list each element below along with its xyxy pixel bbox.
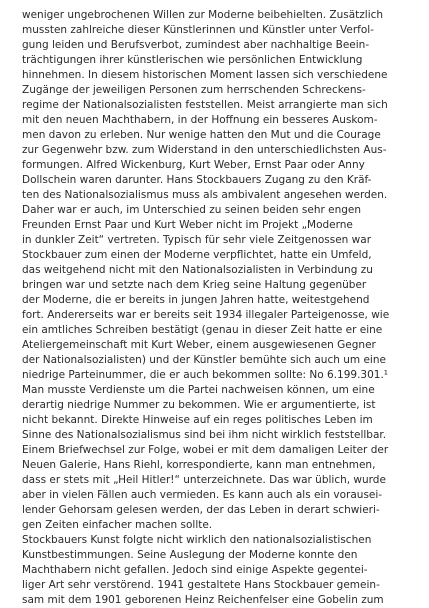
text-line: trächtigungen ihrer künstlerischen wie persönlichen Entwicklung (22, 54, 363, 66)
text-line: das weitgehend nicht mit den Nationalsozialisten in Verbindung zu (22, 264, 373, 276)
text-line: lender Gehorsam gelesen werden, der das Leben in derart schwieri- (22, 504, 380, 516)
paragraph-1 (22, 8, 410, 533)
document-page (22, 8, 410, 608)
text-line: dass er stets mit „Heil Hitler!“ unterzeichnete. Das war üblich, wurde (22, 474, 386, 486)
text-line: Freunden Ernst Paar und Kurt Weber nicht im Projekt „Moderne (22, 219, 353, 231)
text-line: derartig niedrige Nummer zu bekommen. Wie er argumentierte, ist (22, 399, 376, 411)
text-line: gen Zeiten einfacher machen sollte. (22, 519, 213, 531)
text-line: mussten zahlreiche dieser Künstlerinnen und Künstler unter Verfol- (22, 24, 374, 36)
text-line: fort. Andererseits war er bereits seit 1934 illegaler Parteigenosse, wie (22, 309, 390, 321)
text-line: Stockbauer zum einen der Moderne verpflichtet, hatte ein Umfeld, (22, 249, 372, 261)
text-line: sam mit dem 1901 geborenen Heinz Reichenfelser eine Gobelin zum (22, 594, 384, 606)
text-line: aber in vielen Fällen auch vermieden. Es kann auch als ein vorausei- (22, 489, 383, 501)
text-line: Sinne des Nationalsozialismus sind bei ihm nicht wirklich feststellbar. (22, 429, 387, 441)
text-line: hinnehmen. In diesem historischen Moment lassen sich verschiedene (22, 69, 388, 81)
text-line: Einem Briefwechsel zur Folge, wobei er mit dem damaligen Leiter der (22, 444, 389, 456)
text-line: Kunstbestimmungen. Seine Auslegung der Moderne konnte den (22, 549, 358, 561)
text-line: formungen. Alfred Wickenburg, Kurt Weber, Ernst Paar oder Anny (22, 159, 365, 171)
text-line: zur Gegenwehr bzw. zum Widerstand in den unterschiedlichsten Aus- (22, 144, 387, 156)
text-line: men davon zu erleben. Nur wenige hatten den Mut und die Courage (22, 129, 381, 141)
text-line: in dunkler Zeit“ vertreten. Typisch für sehr viele Zeitgenossen war (22, 234, 372, 246)
text-line: Machthabern nicht gefallen. Jedoch sind einige Aspekte gegentei- (22, 564, 368, 576)
text-line: Zugänge der jeweiligen Personen zum herrschenden Schreckens- (22, 84, 366, 96)
text-line: nicht bekannt. Direkte Hinweise auf ein reges politisches Leben im (22, 414, 373, 426)
text-line: gung leiden und Berufsverbot, zumindest aber nachhaltige Beein- (22, 39, 370, 51)
text-line: Man musste Verdienste um die Partei nachweisen können, um eine (22, 384, 375, 396)
text-line: weniger ungebrochenen Willen zur Moderne beibehielten. Zusätzlich (22, 9, 384, 21)
text-line: Neuen Galerie, Hans Riehl, korrespondierte, kann man entnehmen, (22, 459, 376, 471)
text-line: mit den neuen Machthabern, in der Hoffnung ein besseres Auskom- (22, 114, 378, 126)
text-line: niedrige Parteinummer, die er auch bekommen sollte: No 6.199.301.¹ (22, 369, 389, 381)
text-line: Daher war er auch, im Unterschied zu seinen beiden sehr engen (22, 204, 362, 216)
text-line: der Moderne, die er bereits in jungen Jahren hatte, weitestgehend (22, 294, 370, 306)
text-line: Ateliergemeinschaft mit Kurt Weber, einem ausgewiesenen Gegner (22, 339, 376, 351)
text-line: bringen war und setzte nach dem Krieg seine Haltung gegenüber (22, 279, 367, 291)
text-line: Dollschein waren darunter. Hans Stockbauers Zugang zu den Kräf- (22, 174, 372, 186)
text-line: der Nationalsozialisten) und der Künstler bemühte sich auch um eine (22, 354, 386, 366)
text-line: Stockbauers Kunst folgte nicht wirklich den nationalsozialistischen (22, 534, 372, 546)
text-line: ten des Nationalsozialismus muss als ambivalent angesehen werden. (22, 189, 388, 201)
text-line: liger Art sehr verstörend. 1941 gestaltete Hans Stockbauer gemein- (22, 579, 380, 591)
text-line: ein amtliches Schreiben bestätigt (genau in dieser Zeit hatte er eine (22, 324, 383, 336)
paragraph-2 (22, 533, 410, 608)
text-line: regime der Nationalsozialisten feststellen. Meist arrangierte man sich (22, 99, 388, 111)
